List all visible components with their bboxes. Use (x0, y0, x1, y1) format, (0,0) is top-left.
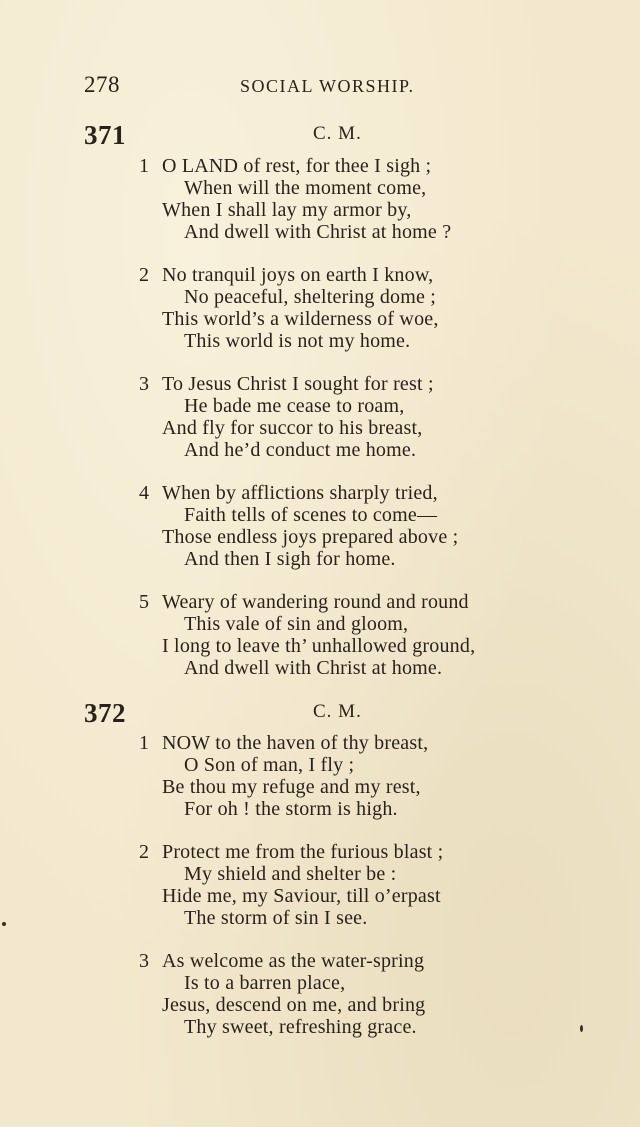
verse-number: 4 (139, 482, 149, 504)
verse-number: 2 (139, 264, 149, 286)
verse-number: 3 (139, 373, 149, 395)
verse-line: No peaceful, sheltering dome ; (184, 286, 437, 308)
ink-speck (580, 1025, 583, 1032)
verse-line: This world’s a wilderness of woe, (162, 308, 439, 330)
verse-line: The storm of sin I see. (184, 907, 368, 929)
running-head: SOCIAL WORSHIP. (240, 76, 415, 96)
verse-line: For oh ! the storm is high. (184, 798, 398, 820)
verse-line: No tranquil joys on earth I know, (162, 264, 434, 286)
page-number: 278 (84, 72, 120, 97)
verse-line: This vale of sin and gloom, (184, 613, 409, 635)
verse-number: 5 (139, 591, 149, 613)
verse-number: 1 (139, 155, 149, 177)
verse-line: And dwell with Christ at home. (184, 657, 443, 679)
verse-line: Is to a barren place, (184, 972, 346, 994)
ink-speck (2, 922, 6, 926)
verse-line: This world is not my home. (184, 330, 411, 352)
verse-line: Thy sweet, refreshing grace. (184, 1016, 417, 1038)
verse-line: Hide me, my Saviour, till o’erpast (162, 885, 441, 907)
verse-line: When by afflictions sharply tried, (162, 482, 438, 504)
verse-line: O Son of man, I fly ; (184, 754, 355, 776)
verse-line: Be thou my refuge and my rest, (162, 776, 421, 798)
verse-number: 2 (139, 841, 149, 863)
verse-line: O LAND of rest, for thee I sigh ; (162, 155, 432, 177)
verse-line: I long to leave th’ unhallowed ground, (162, 635, 476, 657)
verse-line: Weary of wandering round and round (162, 591, 469, 613)
verse-line: And then I sigh for home. (184, 548, 396, 570)
verse-line: As welcome as the water-spring (162, 950, 425, 972)
verse-line: And he’d conduct me home. (184, 439, 417, 461)
verse-line: My shield and shelter be : (184, 863, 397, 885)
verse-line: Faith tells of scenes to come— (184, 504, 438, 526)
verse-line: And dwell with Christ at home ? (184, 221, 452, 243)
hymn-number: 371 (84, 120, 126, 150)
verse-number: 1 (139, 732, 149, 754)
verse-line: He bade me cease to roam, (184, 395, 405, 417)
verse-line: Protect me from the furious blast ; (162, 841, 444, 863)
verse-line: Jesus, descend on me, and bring (162, 994, 426, 1016)
verse-line: And fly for succor to his breast, (162, 417, 423, 439)
hymn-number: 372 (84, 698, 126, 728)
verse-line: When will the moment come, (184, 177, 427, 199)
verse-line: When I shall lay my armor by, (162, 199, 412, 221)
verse-line: NOW to the haven of thy breast, (162, 732, 429, 754)
hymn-meter: C. M. (313, 123, 362, 144)
verse-line: Those endless joys prepared above ; (162, 526, 459, 548)
verse-line: To Jesus Christ I sought for rest ; (162, 373, 434, 395)
verse-number: 3 (139, 950, 149, 972)
hymn-meter: C. M. (313, 701, 362, 722)
